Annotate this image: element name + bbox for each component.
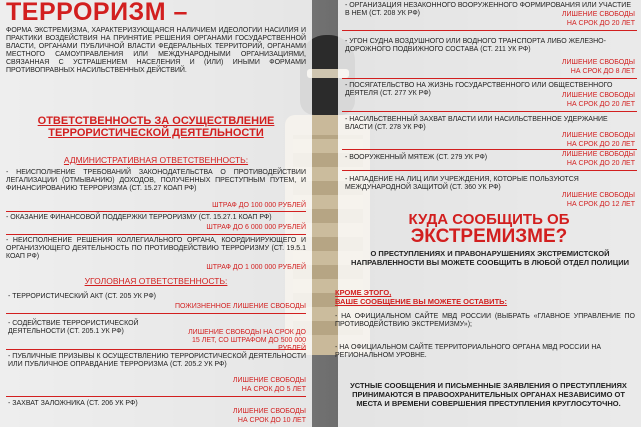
admin-item-penalty: ШТРАФ ДО 100 000 РУБЛЕЙ [212,202,306,209]
right-item-text: - НАПАДЕНИЕ НА ЛИЦ ИЛИ УЧРЕЖДЕНИЯ, КОТОРЫЕ ПОЛЬЗУЮТСЯ МЕЖДУНАРОДНОЙ ЗАЩИТОЙ (СТ. 360 УК РФ) [345,176,579,191]
criminal-responsibility-heading: УГОЛОВНАЯ ОТВЕТСТВЕННОСТЬ: [84,276,228,286]
divider [6,313,306,314]
criminal-item-penalty: НА СРОК ДО 5 ЛЕТ [241,386,306,393]
criminal-item-penalty: ЛИШЕНИЕ СВОБОДЫ НА СРОК ДО 15 ЛЕТ, СО ШТРАФОМ ДО 500 000 [188,329,306,344]
criminal-item-text: - ЗАХВАТ ЗАЛОЖНИКА (СТ. 206 УК РФ) [8,400,138,407]
right-item-penalty: ЛИШЕНИЕ СВОБОДЫ [561,11,635,18]
divider [342,111,637,112]
report-heading-large: ЭКСТРЕМИЗМЕ? [410,226,568,247]
admin-item-text: - НЕИСПОЛНЕНИЕ ТРЕБОВАНИЙ ЗАКОНОДАТЕЛЬСТВА О ПРОТИВОДЕЙСТВИИ ЛЕГАЛИЗАЦИИ (ОТМЫВАНИЮ) ДОХОДОВ, ПОЛУЧЕННЫХ ПРЕСТУПНЫМ ПУТЕМ, И ФИНАНСИРОВАНИЮ ТЕРРОРИЗМА (СТ. 15.27 КОАП РФ) [6,169,306,192]
divider [6,349,306,350]
divider [6,211,306,212]
page-title: ТЕРРОРИЗМ – [6,0,188,26]
admin-item-text: - НЕИСПОЛНЕНИЕ РЕШЕНИЯ КОЛЛЕГИАЛЬНОГО ОРГАНА, КООРДИНИРУЮЩЕГО И ОРГАНИЗУЮЩЕГО ДЕЯТЕЛЬНОСТЬ ПО ПРОТИВОДЕЙСТВИЮ ТЕРРОРИЗМУ (СТ. 19.5.1 КОАП РФ) [6,237,306,260]
right-item-penalty: ЛИШЕНИЕ СВОБОДЫ [561,132,635,139]
report-option: - НА ОФИЦИАЛЬНОМ САЙТЕ ТЕРРИТОРИАЛЬНОГО ОРГАНА МВД РОССИИ НА РЕГИОНАЛЬНОМ УРОВНЕ. [335,344,602,359]
right-item-penalty: ЛИШЕНИЕ СВОБОДЫ [561,59,635,66]
criminal-item-penalty: ЛИШЕНИЕ СВОБОДЫ [232,377,306,384]
right-item-penalty: ЛИШЕНИЕ СВОБОДЫ [561,92,635,99]
right-item-text: - ВООРУЖЕННЫЙ МЯТЕЖ (СТ. 279 УК РФ) [345,154,488,161]
divider [342,30,637,31]
right-item-penalty: ЛИШЕНИЕ СВОБОДЫ [561,192,635,199]
admin-responsibility-heading: АДМИНИСТРАТИВНАЯ ОТВЕТСТВЕННОСТЬ: [63,155,249,165]
responsibility-heading: ОТВЕТСТВЕННОСТЬ ЗА ОСУЩЕСТВЛЕНИЕ ТЕРРОРИСТИЧЕСКОЙ ДЕЯТЕЛЬНОСТИ [37,115,275,139]
divider [342,149,637,150]
admin-item-text: - ОКАЗАНИЕ ФИНАНСОВОЙ ПОДДЕРЖКИ ТЕРРОРИЗМУ (СТ. 15.27.1 КОАП РФ) [6,214,272,221]
also-line-2: ВАШЕ СООБЩЕНИЕ ВЫ МОЖЕТЕ ОСТАВИТЬ: [335,297,508,306]
criminal-item-penalty: ПОЖИЗНЕННОЕ ЛИШЕНИЕ СВОБОДЫ [174,303,306,310]
report-heading-small: КУДА СООБЩИТЬ ОБ [408,211,570,228]
right-item-text: - ПОСЯГАТЕЛЬСТВО НА ЖИЗНЬ ГОСУДАРСТВЕННОГО ИЛИ ОБЩЕСТВЕННОГО ДЕЯТЕЛЯ (СТ. 277 УК РФ) [345,82,613,97]
divider [6,234,306,235]
right-item-penalty: НА СРОК ДО 20 ЛЕТ [566,101,635,108]
right-item-penalty: НА СРОК ДО 12 ЛЕТ [566,201,635,208]
criminal-item-text: - СОДЕЙСТВИЕ ТЕРРОРИСТИЧЕСКОЙ ДЕЯТЕЛЬНОСТИ (СТ. 205.1 УК РФ) [8,320,139,335]
divider [342,78,637,79]
report-intro: О ПРЕСТУПЛЕНИЯХ И ПРАВОНАРУШЕНИЯХ ЭКСТРЕМИСТСКОЙ НАПРАВЛЕННОСТИ ВЫ МОЖЕТЕ СООБЩИТЬ В ЛЮБОЙ ОТДЕЛ ПОЛИЦИИ [350,249,630,267]
right-item-text: - НАСИЛЬСТВЕННЫЙ ЗАХВАТ ВЛАСТИ ИЛИ НАСИЛЬСТВЕННОЕ УДЕРЖАНИЕ ВЛАСТИ (СТ. 278 УК РФ) [345,116,608,131]
right-item-text: - ОРГАНИЗАЦИЯ НЕЗАКОННОГО ВООРУЖЕННОГО ФОРМИРОВАНИЯ ИЛИ УЧАСТИЕ В НЕМ (СТ. 208 УК РФ) [345,2,631,17]
right-item-penalty: НА СРОК ДО 20 ЛЕТ [566,141,635,148]
closing-statement: УСТНЫЕ СООБЩЕНИЯ И ПИСЬМЕННЫЕ ЗАЯВЛЕНИЯ О ПРЕСТУПЛЕНИЯХ ПРИНИМАЮТСЯ В ПРАВООХРАНИТЕЛЬНЫХ ОРГАНАХ НЕЗАВИСИМО ОТ МЕСТА И ВРЕМЕНИ СОВЕРШЕНИЯ ПРЕСТУПЛЕНИЯ КРУГЛОСУТОЧНО. [350,381,627,408]
also-line-1: КРОМЕ ЭТОГО, [335,288,392,297]
report-option: - НА ОФИЦИАЛЬНОМ САЙТЕ МВД РОССИИ (ВЫБРАТЬ «ГЛАВНОЕ УПРАВЛЕНИЕ ПО ПРОТИВОДЕЙСТВИЮ ЭКСТРЕМИЗМУ»); [335,313,635,328]
divider [6,396,306,397]
terrorism-definition: ФОРМА ЭКСТРЕМИЗМА, ХАРАКТЕРИЗУЮЩАЯСЯ НАЛИЧИЕМ ИДЕОЛОГИИ НАСИЛИЯ И ПРАКТИКИ ВОЗДЕЙСТВИЯ НА ПРИНЯТИЕ РЕШЕНИЯ ОРГАНАМИ ГОСУДАРСТВЕННОЙ ВЛАСТИ, ОРГАНАМИ ПУБЛИЧНОЙ ВЛАСТИ ФЕДЕРАЛЬНЫХ ТЕРРИТОРИЙ, ОРГАНАМИ МЕСТНОГО САМОУПРАВЛЕНИЯ ИЛИ МЕЖДУНАРОДНЫМИ ОРГАНИЗАЦИЯМИ, СВЯЗАННАЯ С УСТРАШЕНИЕМ НАСЕЛЕНИЯ И (ИЛИ) ИНЫМИ ФОРМАМИ ПРОТИВОПРАВНЫХ НАСИЛЬСТВЕННЫХ ДЕЙСТВИЙ. [6,27,306,74]
right-item-penalty: НА СРОК ДО 20 ЛЕТ [566,20,635,27]
criminal-item-penalty: НА СРОК ДО 10 ЛЕТ [237,417,306,424]
admin-item-penalty: ШТРАФ ДО 1 000 000 РУБЛЕЙ [206,264,306,271]
criminal-item-text: - ПУБЛИЧНЫЕ ПРИЗЫВЫ К ОСУЩЕСТВЛЕНИЮ ТЕРРОРИСТИЧЕСКОЙ ДЕЯТЕЛЬНОСТИ ИЛИ ПУБЛИЧНОЕ ОПРАВДАНИЕ ТЕРРОРИЗМА (СТ. 205.2 УК РФ) [8,353,306,368]
divider [342,170,637,171]
right-item-penalty: НА СРОК ДО 8 ЛЕТ [570,68,635,75]
criminal-item-text: - ТЕРРОРИСТИЧЕСКИЙ АКТ (СТ. 205 УК РФ) [8,293,157,300]
right-item-text: - УГОН СУДНА ВОЗДУШНОГО ИЛИ ВОДНОГО ТРАНСПОРТА ЛИБО ЖЕЛЕЗНО-ДОРОЖНОГО ПОДВИЖНОГО СОСТАВА (СТ. 211 УК РФ) [345,38,606,53]
criminal-item-penalty: ЛИШЕНИЕ СВОБОДЫ [232,408,306,415]
right-item-penalty: НА СРОК ДО 20 ЛЕТ [566,160,635,167]
right-item-penalty: ЛИШЕНИЕ СВОБОДЫ [561,151,635,158]
admin-item-penalty: ШТРАФ ДО 6 000 000 РУБЛЕЙ [206,224,306,231]
